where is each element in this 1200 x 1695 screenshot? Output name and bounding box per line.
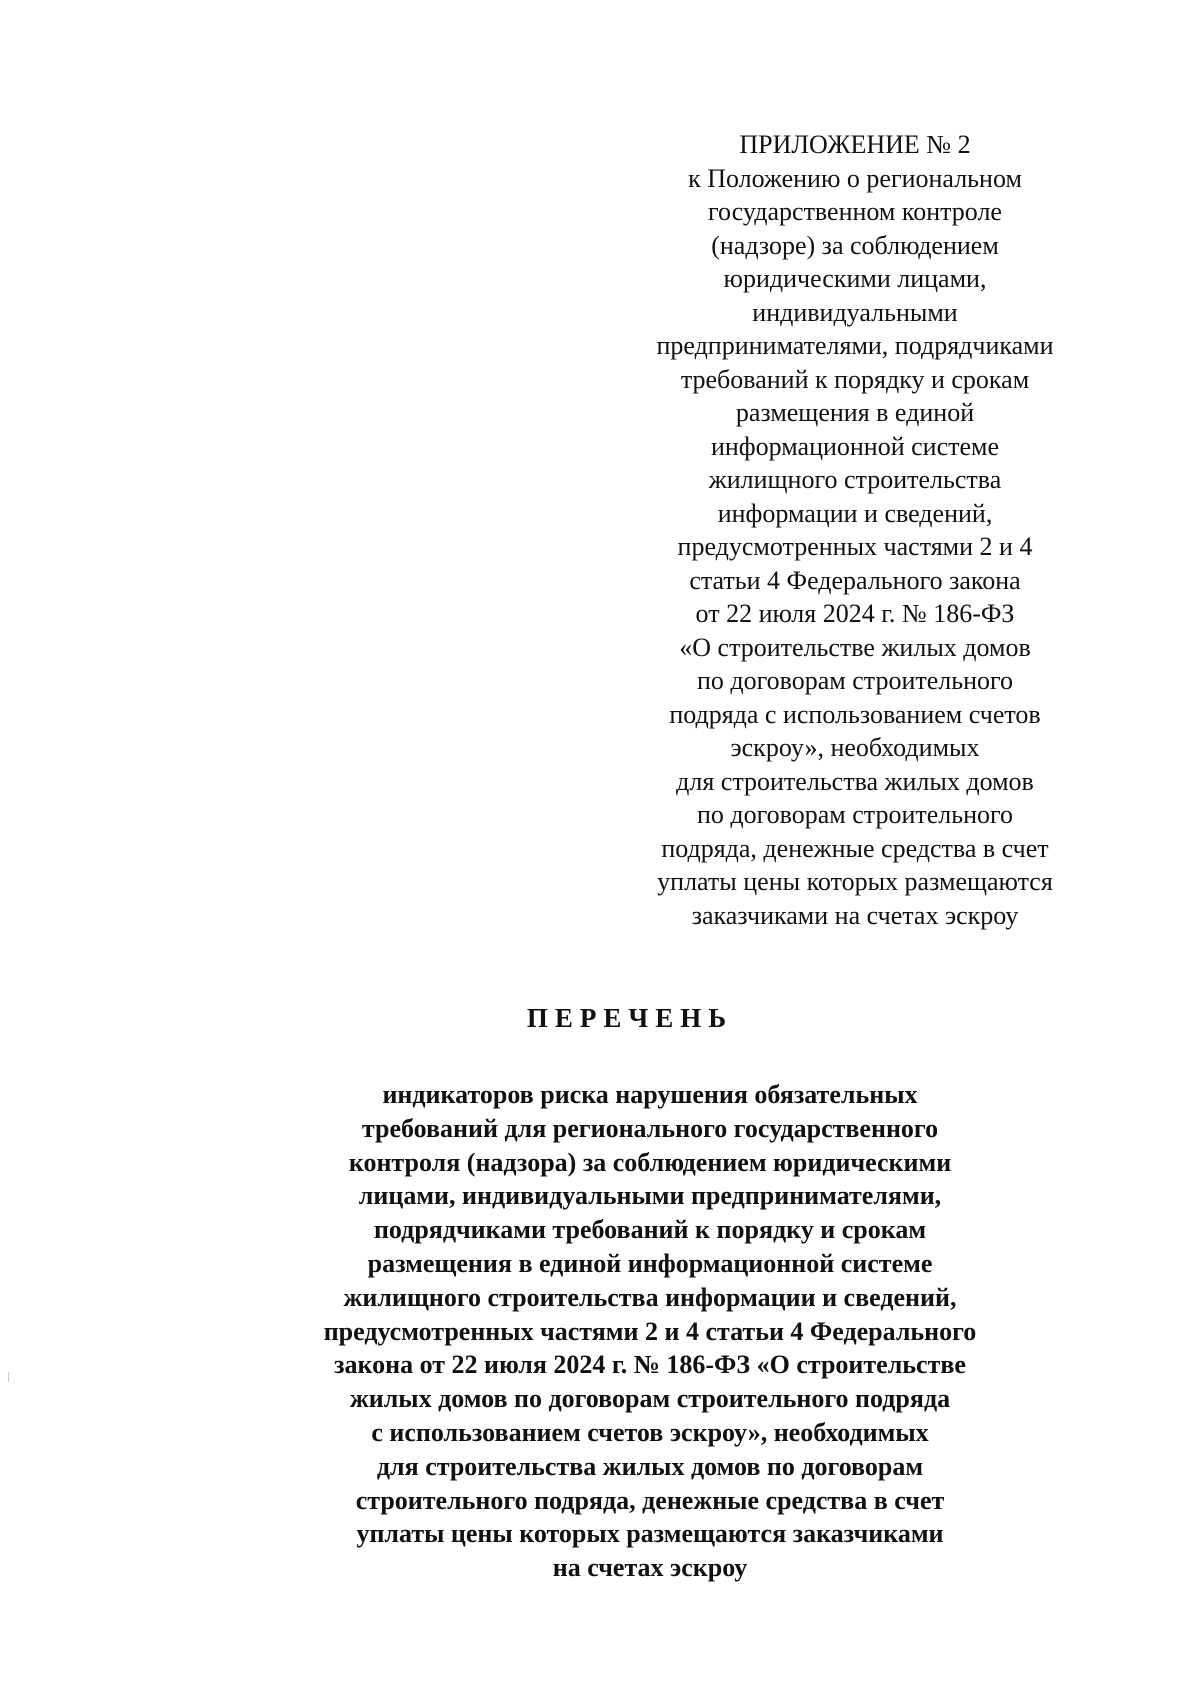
subtitle-line: жилых домов по договорам строительного подряда: [349, 1384, 951, 1414]
subtitle-line: жилищного строительства информации и сведений,: [343, 1282, 957, 1312]
appendix-line: размещения в единой: [735, 398, 975, 427]
appendix-line: эскроу», необходимых: [730, 733, 980, 762]
subtitle-line: строительного подряда, денежные средства в счет: [355, 1485, 945, 1515]
appendix-line: статьи 4 Федерального закона: [689, 565, 1021, 595]
subtitle-line: предусмотренных частями 2 и 4 статьи 4 Федерального: [323, 1316, 977, 1346]
subtitle-line: на счетах эскроу: [552, 1553, 748, 1583]
appendix-line: индивидуальными: [752, 297, 958, 327]
subtitle-line: индикаторов риска нарушения обязательных: [382, 1080, 918, 1109]
subtitle-line: закона от 22 июля 2024 г. № 186-ФЗ «О строительстве: [334, 1350, 966, 1380]
appendix-line: подряда с использованием счетов: [669, 699, 1041, 729]
appendix-line: по договорам строительного: [696, 666, 1014, 695]
appendix-title: ПРИЛОЖЕНИЕ № 2: [739, 130, 971, 159]
subtitle-line: уплаты цены которых размещаются заказчиками: [356, 1519, 944, 1549]
appendix-line: информационной системе: [710, 431, 1000, 461]
subtitle-line: размещения в единой информационной системе: [367, 1248, 933, 1278]
appendix-line: подряда, денежные средства в счет: [661, 833, 1049, 863]
appendix-line: информации и сведений,: [717, 498, 993, 528]
document-title: ПЕРЕЧЕНЬ: [526, 1003, 734, 1033]
subtitle-line: с использованием счетов эскроу», необходимых: [371, 1417, 929, 1447]
appendix-line: от 22 июля 2024 г. № 186-ФЗ: [695, 599, 1015, 628]
appendix-line: жилищного строительства: [708, 465, 1002, 494]
document-subtitle: [250, 1078, 1050, 1585]
appendix-header: [605, 128, 1105, 932]
appendix-line: «О строительстве жилых домов: [679, 632, 1031, 662]
subtitle-line: контроля (надзора) за соблюдением юридическими: [348, 1147, 952, 1177]
appendix-line: (надзоре) за соблюдением: [711, 230, 999, 260]
appendix-line: предпринимателями, подрядчиками: [656, 331, 1054, 360]
appendix-line: по договорам строительного: [696, 800, 1014, 829]
subtitle-line: подрядчиками требований к порядку и срокам: [373, 1215, 927, 1245]
appendix-line: юридическими лицами,: [723, 264, 987, 293]
appendix-line: требований к порядку и срокам: [680, 364, 1030, 394]
subtitle-line: для строительства жилых домов по договорам: [376, 1451, 924, 1481]
subtitle-line: лицами, индивидуальными предпринимателями,: [358, 1181, 942, 1211]
appendix-line: предусмотренных частями 2 и 4: [677, 532, 1033, 561]
appendix-line: к Положению о региональном: [688, 163, 1022, 193]
subtitle-line: требований для регионального государственного: [361, 1113, 939, 1143]
appendix-line: для строительства жилых домов: [676, 766, 1034, 796]
scan-artifact: [8, 1372, 9, 1382]
appendix-line: государственном контроле: [708, 197, 1002, 226]
appendix-line: уплаты цены которых размещаются: [657, 867, 1053, 896]
appendix-line: заказчиками на счетах эскроу: [691, 900, 1019, 930]
